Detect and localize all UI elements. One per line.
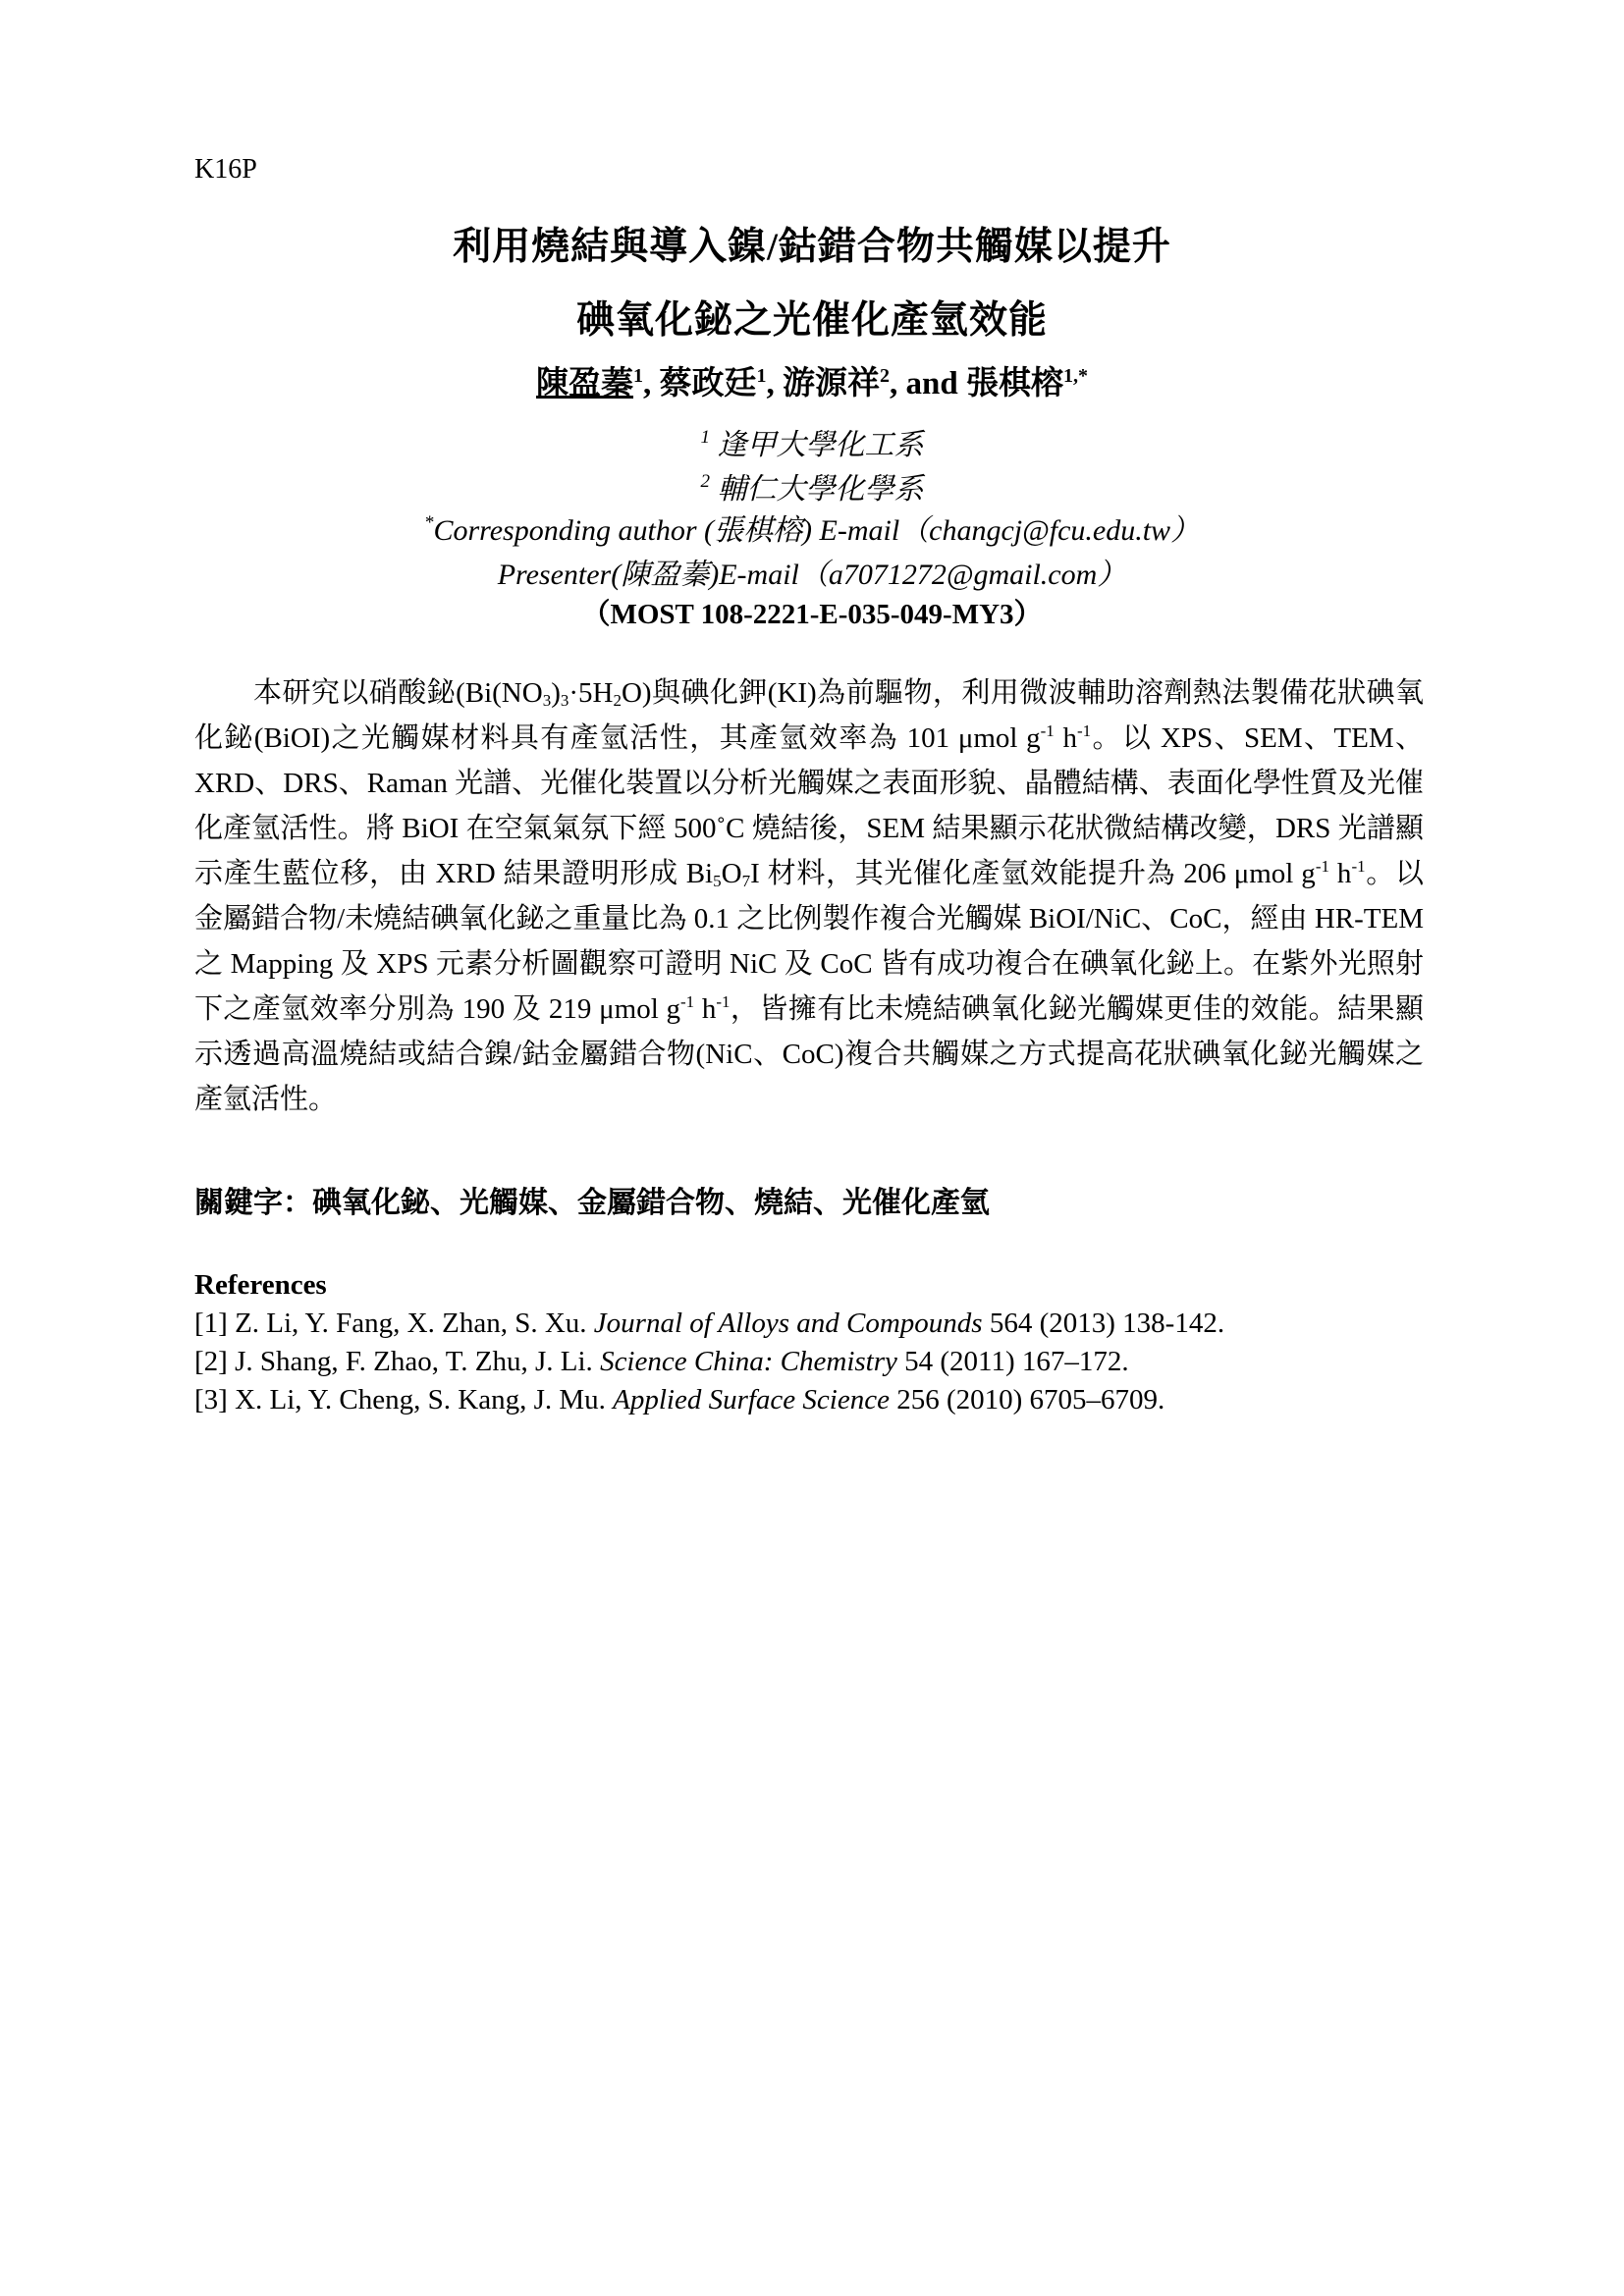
affiliation-2 xyxy=(0,464,1624,507)
author-name: 張棋榕 xyxy=(965,366,1063,401)
abstract xyxy=(194,670,1424,1122)
affiliation-1 xyxy=(0,420,1624,463)
author-affiliation-mark: 1 xyxy=(633,365,644,387)
reference-journal: Science China: Chemistry xyxy=(600,1346,897,1377)
reference-item: [1] Z. Li, Y. Fang, X. Zhan, S. Xu. Journal of Alloys and Compounds 564 (2013) 138-142. xyxy=(194,1308,1225,1339)
corresponding-mark: * xyxy=(423,512,434,533)
author-affiliation-mark: 1,* xyxy=(1062,365,1088,387)
author-and: and xyxy=(905,366,958,401)
affiliation-mark: 1 xyxy=(700,427,710,448)
title-line-1: 利用燒結與導入鎳/鈷錯合物共觸媒以提升 xyxy=(453,226,1171,268)
author-name: 游源祥 xyxy=(783,366,881,401)
grant-number: （MOST 108-2221-E-035-049-MY3） xyxy=(581,599,1043,630)
author-list: 陳盈蓁$^1$, 蔡政廷$^1$, 游源祥$^2$, and 張棋榕$^{1,*}$ xyxy=(536,365,1088,401)
corresponding-text: Corresponding author (張棋榕) E-mail（changcj@fcu.edu.tw） xyxy=(433,514,1201,547)
reference-journal: Journal of Alloys and Compounds xyxy=(593,1308,983,1339)
title-line-2: 碘氧化鉍之光催化產氫效能 xyxy=(575,299,1048,342)
paper-code: K16P xyxy=(194,154,257,185)
author-name: 蔡政廷 xyxy=(659,366,757,401)
keywords: 關鍵字：碘氧化鉍、光觸媒、金屬錯合物、燒結、光催化產氫 xyxy=(194,1187,990,1219)
references-heading: References xyxy=(194,1269,327,1301)
author-affiliation-mark: 2 xyxy=(880,365,891,387)
abstract-paragraph: 本研究以硝酸鉍$(Bi(NO_3)_3\cdot 5H_2O)$與碘化鉀(KI)為前驅物，利用微波輔助溶劑熱法製備花狀碘氧化鉍(BiOI)之光觸媒材料具有產氫活性，其產氫效率為 101 μmol $g^{-1}$ $h^{-1}$。以 XPS、SEM、TEM、XRD、DRS、Raman 光譜、光催化裝置以分析光觸媒之表面形貌、晶體結構、表面化學性質及光催化產氫活性。將 BiOI 在空氣氣氛下經 500˚C 燒結後，SEM 結果顯示花狀微結構改變，DRS 光譜顯示產生藍位移，由 XRD 結果證明形成 $Bi_5O_7I$ 材料，其光催化產氫效能提升為 206 μmol $g^{-1}$ $h^{-1}$。以金屬錯合物/未燒結碘氧化鉍之重量比為 0.1 之比例製作複合光觸媒 BiOI/NiC、CoC，經由 HR-TEM 之 Mapping 及 XPS 元素分析圖觀察可證明 NiC 及 CoC 皆有成功複合在碘氧化鉍上。在紫外光照射下之產氫效率分別為 190 及 219 μmol $g^{-1}$ $h^{-1}$，皆擁有比未燒結碘氧化鉍光觸媒更佳的效能。結果顯示透過高溫燒結或結合鎳/鈷金屬錯合物(NiC、CoC)複合共觸媒之方式提高花狀碘氧化鉍光觸媒之產氫活性。 xyxy=(194,677,1425,1115)
reference-item: [2] J. Shang, F. Zhao, T. Zhu, J. Li. Science China: Chemistry 54 (2011) 167–172. xyxy=(194,1346,1129,1377)
author-affiliation-mark: 1 xyxy=(756,365,767,387)
reference-journal: Applied Surface Science xyxy=(613,1384,890,1415)
references xyxy=(194,1266,1224,1419)
author-name: 陳盈蓁 xyxy=(536,366,634,401)
corresponding-author xyxy=(0,506,1624,549)
reference-item: [3] X. Li, Y. Cheng, S. Kang, J. Mu. Applied Surface Science 256 (2010) 6705–6709. xyxy=(194,1384,1165,1415)
affiliation-text: 逢甲大學化工系 xyxy=(717,429,924,461)
affiliation-text: 輔仁大學化學系 xyxy=(717,473,924,506)
affiliation-mark: 2 xyxy=(700,471,710,492)
presenter-email: Presenter(陳盈蓁)E-mail（a7071272@gmail.com） xyxy=(497,559,1127,591)
